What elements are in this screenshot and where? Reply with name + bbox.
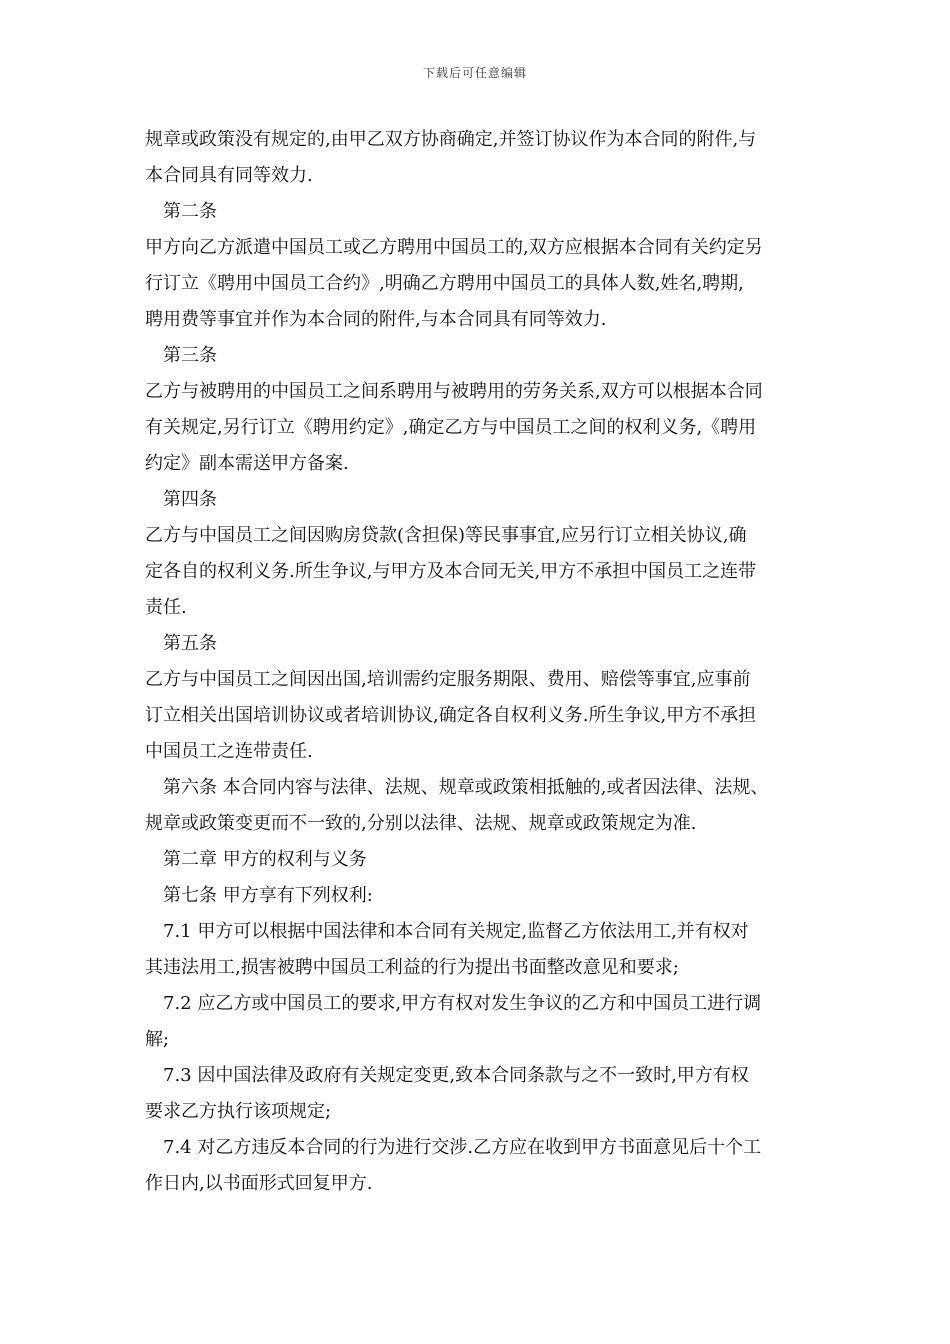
text-line: 本合同具有同等效力.	[145, 165, 313, 186]
document-body	[145, 122, 835, 1202]
text-line: 7.3 因中国法律及政府有关规定变更,致本合同条款与之不一致时,甲方有权	[163, 1065, 749, 1086]
text-line: 甲方向乙方派遣中国员工或乙方聘用中国员工的,双方应根据本合同有关约定另	[145, 237, 763, 258]
text-line: 乙方与被聘用的中国员工之间系聘用与被聘用的劳务关系,双方可以根据本合同	[145, 381, 763, 402]
text-line: 规章或政策变更而不一致的,分别以法律、法规、规章或政策规定为准.	[145, 813, 697, 834]
text-line: 第五条	[163, 633, 217, 654]
text-line: 第二章 甲方的权利与义务	[163, 849, 367, 870]
text-line: 7.4 对乙方违反本合同的行为进行交涉.乙方应在收到甲方书面意见后十个工	[163, 1137, 762, 1158]
text-line: 订立相关出国培训协议或者培训协议,确定各自权利义务.所生争议,甲方不承担	[145, 705, 757, 726]
page-header: 下载后可任意编辑	[422, 66, 527, 80]
text-line: 第二条	[163, 201, 217, 222]
text-line: 定各自的权利义务.所生争议,与甲方及本合同无关,甲方不承担中国员工之连带	[145, 561, 757, 582]
text-line: 乙方与中国员工之间因购房贷款(含担保)等民事事宜,应另行订立相关协议,确	[145, 525, 747, 546]
text-line: 行订立《聘用中国员工合约》,明确乙方聘用中国员工的具体人数,姓名,聘期,	[145, 273, 744, 294]
text-line: 聘用费等事宜并作为本合同的附件,与本合同具有同等效力.	[145, 309, 607, 330]
text-line: 第三条	[163, 345, 217, 366]
text-line: 作日内,以书面形式回复甲方.	[145, 1173, 373, 1194]
text-line: 其违法用工,损害被聘中国员工利益的行为提出书面整改意见和要求;	[145, 957, 679, 978]
text-line: 规章或政策没有规定的,由甲乙双方协商确定,并签订协议作为本合同的附件,与	[145, 129, 757, 150]
text-line: 解;	[145, 1029, 170, 1050]
text-line: 7.2 应乙方或中国员工的要求,甲方有权对发生争议的乙方和中国员工进行调	[163, 993, 762, 1014]
text-line: 7.1 甲方可以根据中国法律和本合同有关规定,监督乙方依法用工,并有权对	[163, 921, 749, 942]
text-line: 责任.	[145, 597, 187, 618]
text-line: 乙方与中国员工之间因出国,培训需约定服务期限、费用、赔偿等事宜,应事前	[145, 669, 751, 690]
text-line: 第四条	[163, 489, 217, 510]
text-line: 第七条 甲方享有下列权利:	[163, 885, 373, 906]
text-line: 中国员工之连带责任.	[145, 741, 313, 762]
text-line: 约定》副本需送甲方备案.	[145, 453, 349, 474]
text-line: 要求乙方执行该项规定;	[145, 1101, 332, 1122]
text-line: 第六条 本合同内容与法律、法规、规章或政策相抵触的,或者因法律、法规、	[163, 777, 769, 798]
text-line: 有关规定,另行订立《聘用约定》,确定乙方与中国员工之间的权利义务,《聘用	[145, 417, 757, 438]
